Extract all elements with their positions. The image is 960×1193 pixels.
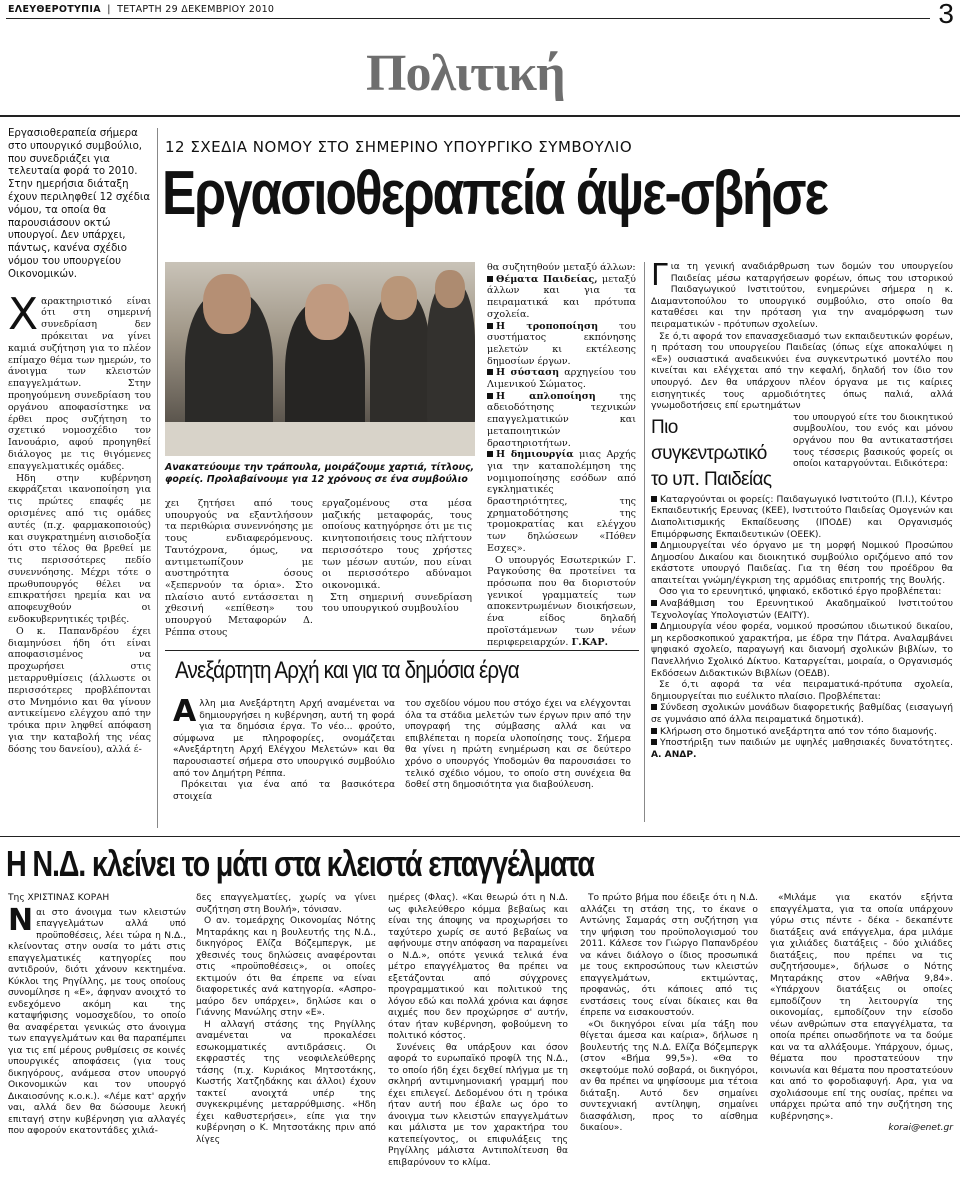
edu-mid2: Σε ό,τι αφορά τα νέα πειραματικά-πρότυπα σχολεία, δημιουργείται πιο ευέλικτο πλαίσιο. Προβλέπεται: bbox=[651, 680, 953, 702]
main-col-2-p1: εργαζομένους στα μέσα μαζικής μεταφοράς, τους οποίους κατηγόρησε ότι με τις κινητοποιήσεις τους πλήττουν περισσότερο τους χρήστες των μέσων αυτών, που είναι οι περισσότερο αδύναμοι οικονομικά. bbox=[322, 498, 472, 591]
edu-p2: Σε ό,τι αφορά τον επανασχεδιασμό των εκπαιδευτικών φορέων, η πρόταση του υπουργείου Παιδείας (όπως είχε αποκαλύψει η «Ε») ουσιαστικά αναδεικνύει ένα συγκεντρωτικό μοντέλο που κινείται και ελέγχεται από την κεφαλή, δηλαδή τον ίδιο τον υπουργό. Δεν θα υπάρχουν πλέον όργανα με τις καίριες εισηγητικές τους αρμοδιότητες όπως παλιά, αλλά γνωμοδοτήσεις επί ερωτημάτων bbox=[651, 331, 953, 412]
edu-p2b: του υπουργού είτε του διοικητικού συμβουλίου, του ενός και μόνου οργάνου που θα αντικαταστήσει τους τέσσερις βασικούς φορείς οι οποίοι καταργούνται. Ειδικότερα: bbox=[793, 412, 953, 470]
col3-item-3-bold: Η σύσταση bbox=[496, 367, 560, 379]
main-kicker: 12 ΣΧΕΔΙΑ ΝΟΜΟΥ ΣΤΟ ΣΗΜΕΡΙΝΟ ΥΠΟΥΡΓΙΚΟ ΣΥΜΒΟΥΛΙΟ bbox=[165, 138, 633, 156]
section-rule bbox=[0, 115, 960, 117]
sidebar-para-1: αρακτηριστικό είναι ότι στη σημερινή συνεδρίαση δεν πρόκειται να γίνει καμιά συζήτηση για το πλέον επίμαχο θέμα των ημερών, το άνοιγμα των κλειστών επαγγελμάτων. Στην προηγούμενη συνεδρίαση του οργάνου αποφασίστηκε να έρθει προς συζήτηση το σχετικό νομοσχέδιο τον Ιανουάριο, αφού προηγηθεί διάλογος με τις θιγόμενες επαγγελματικές ομάδες. bbox=[8, 295, 151, 472]
edu-subhead: Πιο συγκεντρωτικό το υπ. Παιδείας bbox=[651, 416, 772, 490]
education-box bbox=[651, 258, 953, 761]
col3-item-4-bold: Η απλοποίηση bbox=[496, 390, 596, 402]
cabinet-photo bbox=[165, 262, 475, 456]
col3-item-1 bbox=[487, 274, 636, 321]
masthead-line: ΕΛΕΥΘΕΡΟΤΥΠΙΑ | ΤΕΤΑΡΤΗ 29 ΔΕΚΕΜΒΡΙΟΥ 2010 bbox=[8, 4, 275, 15]
nd-col-2-p2: Ο αν. τομεάρχης Οικονομίας Νότης Μηταράκης και η βουλευτής της Ν.Δ., δικηγόρος Ελίζα Βόζεμπεργκ, με χθεσινές τους δηλώσεις αναφέρονται στις «προϋποθέσεις», οι οποίες εκτιμούν ότι θα έπρεπε να είναι διαφορετικές ανά κατηγορία. «Ασπρο-μαύρο δεν υπάρχει», δηλώσε και ο Γιάννης Μανώλης στην «Ε». bbox=[196, 916, 376, 1018]
col3-item-5-bold: Η δημιουργία bbox=[496, 449, 574, 461]
authority-col-1 bbox=[173, 694, 395, 803]
sidebar bbox=[8, 128, 151, 756]
edu-item-7 bbox=[651, 738, 953, 761]
nd-col-5 bbox=[770, 893, 953, 1135]
sidebar-lead: Εργασιοθεραπεία σήμερα στο υπουργικό συμβούλιο, που συνεδριάζει για τελευταία φορά το 2010. Στην ημερήσια διάταξη έχουν περιληφθεί 12 σχέδια νόμου, τα οποία θα παρουσιάσουν οκτώ υπουργοί. Δεν υπάρχει, πάντως, κανένα σχέδιο νόμου του υπουργείου Οικονομικών. bbox=[8, 128, 151, 280]
edu-item-3 bbox=[651, 599, 953, 622]
edu-item-2-text: Δημιουργείται νέο όργανο με τη μορφή Νομικού Προσώπου Δημοσίου Δικαίου και διοικητικό συμβούλιο οριζόμενο από τον εκάστοτε υπουργό Παιδείας. Για τη θέση του προέδρου θα απαιτείται γνώμη/έγκριση της αρμόδιας επιτροπής της Βουλής. bbox=[651, 541, 953, 586]
header-rule bbox=[6, 18, 930, 19]
edu-item-6 bbox=[651, 727, 953, 739]
authority-dropcap: Α bbox=[173, 694, 197, 729]
edu-item-5 bbox=[651, 703, 953, 726]
edu-mid: Οσο για το ερευνητικό, ψηφιακό, εκδοτικό έργο προβλέπεται: bbox=[659, 587, 942, 598]
edu-item-6-text: Κλήρωση στο δημοτικό ανεξάρτητα από τον τόπο διαμονής. bbox=[660, 726, 938, 737]
main-col-2 bbox=[322, 498, 472, 615]
sidebar-dropcap: Χ bbox=[8, 288, 39, 340]
nd-col-3 bbox=[388, 893, 568, 1169]
edu-item-4-text: Δημιουργία νέου φορέα, νομικού προσώπου ιδιωτικού δικαίου, μη κερδοσκοπικού χαρακτήρα, με έδρα την Πάτρα. Αναλαμβάνει ψηφιακό σχολείο, παραγωγή και διανομή σχολικών βιβλίων, το Πανελλήνιο Σχολικό Δίκτυο. Καταργείται, μοιραία, ο Οργανισμός Εκδόσεων Διδακτικών Βιβλίων (ΟΕΔΒ). bbox=[651, 622, 953, 679]
authority-col-1-p2: Πρόκειται για ένα από τα βασικότερα στοιχεία bbox=[173, 780, 395, 802]
sidebar-body bbox=[8, 288, 151, 756]
authority-col-2: του σχεδίου νόμου που στόχο έχει να ελέγχονται όλα τα στάδια μελετών των έργων πριν από την υπογραφή της σύμβασης αλλά και να επιβλέπεται η πορεία υλοποίησης τους. Σήμερα θα γίνει η πρώτη ενημέρωση και σε δεύτερο χρόνο ο υπουργός Υποδομών θα παρουσιάσει το τελικό σχέδιο νόμου, το οποίο στη συνέχεια θα δοθεί στη δημοσιότητα για διαβούλευση. bbox=[405, 699, 631, 791]
col3-item-4 bbox=[487, 391, 636, 450]
nd-col-2 bbox=[196, 893, 376, 1146]
nd-headline: Η Ν.Δ. κλείνει το μάτι στα κλειστά επαγγέλματα bbox=[6, 843, 594, 884]
author-email: korai@enet.gr bbox=[888, 1123, 953, 1133]
edu-item-5-text: Σύνδεση σχολικών μονάδων διαφορετικής βαθμίδας (εισαγωγή σε γυμνάσιο από άλλα πειραματικά δημοτικά). bbox=[651, 703, 953, 725]
col3-item-2 bbox=[487, 321, 636, 368]
col3-item-1-text: μεταξύ άλλων και για τα πειραματικά και πρότυπα σχολεία. bbox=[487, 273, 636, 320]
edu-item-4 bbox=[651, 622, 953, 680]
col3-item-3-text: αρχηγείου του Λιμενικού Σώματος. bbox=[487, 367, 636, 391]
nd-col-5-text: «Μιλάμε για εκατόν εξήντα επαγγέλματα, για τα οποία υπάρχουν γύρω στις πέντε - δέκα - δεκαπέντε διατάξεις ανά επάγγελμα, άρα μιλάμε για χιλιάδες διατάξεις - δύο χιλιάδες διατάξεις, που πρέπει να τις συζητήσουμε», δήλωσε ο Νότης Μηταράκης στον «Αθήνα 9,84». «Υπάρχουν διατάξεις οι οποίες εμποδίζουν τη λειτουργία της οικονομίας, εμποδίζουν την είσοδο νέων ανθρώπων στα επαγγέλματα, τα οποία πρέπει οπωσδήποτε να τα δούμε και να τα αλλάξουμε. Υπάρχουν, όμως, θέματα που προστατεύουν την κοινωνία και θέματα που προστατεύουν και από το φοροδιαφυγή. Αρα, για να σχολιάσουμε επί της ουσίας, πρέπει να υπάρχει πρώτα από την συζήτηση της κυβέρνησης». bbox=[770, 893, 953, 1122]
col3-item-4-text: της αδειοδότησης τεχνικών επαγγελματικών και μεταποιητικών δραστηριοτήτων. bbox=[487, 390, 636, 449]
nd-col-3-p1: ημέρες (Φλας). «Και θεωρώ ότι η Ν.Δ. ως φιλελεύθερο κόμμα βεβαίως και είναι της άποψης να προχωρήσει το ταχύτερο χωρίς σε αυτό βεβαίως να αφήνουμε στην απόφαση να παραμείνει ο Ν.Δ.», οπότε γενικά τελικά ένα μέτρο επαγγέλματος θα πρέπει να εξετάζονται από σύγχρονες προγραμματικού και πολιτικού της λόγου εδώ και πολλά χρόνια και άφησε αιχμές που δεν προχώρησε σ' αυτήν, όταν ήταν κυβέρνηση, φοβούμενη το πολιτικό κόστος. bbox=[388, 893, 568, 1041]
sidebar-divider bbox=[157, 128, 158, 828]
nd-col-4-p2: «Οι δικηγόροι είναι μία τάξη που θίγεται άμεσα και καίρια», δήλωσε η βουλευτής της Ν.Δ. Ελίζα Βόζεμπεργκ (στον «Βήμα 99,5»). «Θα το σκεφτούμε πολύ σοβαρά, οι δικηγόροι, αν θα πρέπει να ψηφίσουμε μια τέτοια διάταξη. Αυτό δεν σημαίνει συντεχνιακή αντίληψη, σημαίνει διασφάλιση, προς το αίσθημα δικαίου». bbox=[580, 1019, 758, 1133]
nd-top-rule bbox=[0, 836, 960, 837]
edu-item-1 bbox=[651, 495, 953, 541]
main-col-2-p2: Στη σημερινή συνεδρίαση του υπουργικού συμβουλίου bbox=[322, 591, 472, 615]
nd-col-3-p2: Συνένεις θα υπάρξουν και όσον αφορά το ευρωπαϊκό προφίλ της Ν.Δ., το οποίο ήδη έχει δεχθεί πλήγμα με τη σκληρή αντιμνημονιακή γραμμή που έχει επιλεγεί. Δεδομένου ότι η τρόικα ήταν αυτή που έβαλε ως όρο το άνοιγμα των κλειστών επαγγελμάτων και μάλιστα με τον χαρακτήρα του κατεπείγοντος, οι επιφυλάξεις της Ρηγίλλης μάλιστα Αντιπολίτευση θα επιβαρύνουν το κλίμα. bbox=[388, 1042, 568, 1168]
nd-col-2-p1: δες επαγγελματίες, χωρίς να γίνει συζήτηση στη Βουλή», τόνισαν. bbox=[196, 893, 376, 915]
main-col-3 bbox=[487, 262, 636, 648]
edu-item-2 bbox=[651, 541, 953, 587]
page-number: 3 bbox=[938, 0, 954, 29]
col3-item-2-text: του συστήματος εκπόνησης μελετών κι εκτέλεσης δημοσίων έργων. bbox=[487, 320, 636, 367]
col3-item-5 bbox=[487, 449, 636, 554]
issue-date: ΤΕΤΑΡΤΗ 29 ΔΕΚΕΜΒΡΙΟΥ 2010 bbox=[117, 4, 275, 15]
nd-col-4-p1: Το πρώτο βήμα που έδειξε ότι η Ν.Δ. αλλάζει τη στάση της, το έκανε ο Αντώνης Σαμαράς στη συζήτηση για την ψήφιση του προϋπολογισμού του 2011. Κάλεσε τον Γιώργο Παπανδρέου να κάνει διάλογο ο ίδιος προσωπικά με τους εκπροσώπους των κλειστών επαγγελμάτων, εκτιμώντας, προφανώς, ότι κάποιες από τις ενστάσεις τους είναι δίκαιες και θα έπρεπε να εισακουστούν. bbox=[580, 893, 758, 1018]
nd-col-4 bbox=[580, 893, 758, 1135]
edu-divider bbox=[644, 262, 645, 822]
edu-dropcap: Γ bbox=[651, 258, 668, 293]
masthead: ΕΛΕΥΘΕΡΟΤΥΠΙΑ bbox=[8, 4, 101, 15]
nd-col-1-text: αι στο άνοιγμα των κλειστών επαγγελμάτων αλλά υπό προϋποθέσεις, λέει τώρα η Ν.Δ., κλείνοντας στην ουσία το μάτι στις επαγγελματικές κατηγορίες που αντιδρούν, διότι χάνουν κεκτημένα. Κύκλοι της Ρηγίλλης, με τους οποίους συνομίλησε η «Ε», άφηναν ανοιχτό το ενδεχόμενο ακόμη και της καταψήφισης νομοσχεδίου, το οποίο θα αναφέρεται γενικώς στο άνοιγμα των επαγγελμάτων και θα παραπέμπει για τις επί μέρους ρυθμίσεις σε κοινές υπουργικές αποφάσεις (για τους δικηγόρους, ανάμεσα στον υπουργό Οικονομικών και τον υπουργό Δικαιοσύνης κ.ο.κ.). «Λέμε κατ' αρχήν ναι, αλλά δεν θα δώσουμε λευκή επιταγή στην κυβέρνηση για αλλαγές που αφορούν εκατοντάδες χιλιά- bbox=[8, 907, 186, 1136]
photo-caption: Ανακατεύουμε την τράπουλα, μοιράζουμε χαρτιά, τίτλους, φορείς. Προλαβαίνουμε για 12 χρόνους σε ένα συμβούλιο bbox=[165, 462, 475, 485]
section-title: Πολιτική bbox=[366, 45, 565, 102]
edu-item-3-text: Αναβάθμιση του Ερευνητικού Ακαδημαϊκού Ινστιτούτου Τεχνολογίας Υπολογιστών (ΕΑΙΤΥ). bbox=[651, 599, 953, 621]
edu-item-1-text: Καταργούνται οι φορείς: Παιδαγωγικό Ινστιτούτο (Π.Ι.), Κέντρο Εκπαιδευτικής Ερευνας (ΚΕΕ), Ινστιτούτο Παιδείας Ομογενών και Διαπολιτισμικής Εκπαίδευσης (ΙΠΟΔΕ) και Οργανισμός Επιμόρφωσης Εκπαιδευτικών (ΟΕΕΚ). bbox=[651, 494, 953, 540]
col3-signature: Γ.ΚΑΡ. bbox=[571, 636, 608, 648]
nd-dropcap: Ν bbox=[8, 902, 34, 938]
sidebar-para-3: Ο κ. Παπανδρέου έχει διαμηνύσει ήδη ότι είναι αποφασισμένος να προχωρήσει στις μεταρρυθμίσεις (άλλωστε οι περισσότερες προβλέπονται στο Μνημόνιο και θα γίνουν αντικείμενο ελέγχου από την τρόικα πριν ληφθεί απόφαση για την καταβολή της νέας δόσης του δανείου), αλλά έ- bbox=[8, 625, 151, 755]
col3-item-1-bold: Θέματα Παιδείας, bbox=[496, 273, 598, 285]
main-headline: Εργασιοθεραπεία άψε-σβήσε bbox=[162, 159, 827, 228]
sidebar-para-2: Ηδη στην κυβέρνηση εκφράζεται ικανοποίηση για τις πρώτες επαφές με ορισμένες από τις ομάδες αυτές (π.χ. φαρμακοποιούς) και συγκρατημένη αισιοδοξία ότι στο τέλος θα βρεθεί με τις περισσότερες πεδίο συνεννόησης. Μέχρι τότε ο πρωθυπουργός θέλει να επικρατήσει ηρεμία και να αποφευχθούν οι ενδοκυβερνητικές τριβές. bbox=[8, 472, 151, 626]
nd-col-2-p3: Η αλλαγή στάσης της Ρηγίλλης αναμένεται να προκαλέσει εσωκομματικές αντιδράσεις. Οι εκφραστές της νεοφιλελεύθερης τάσης (π.χ. Κυριάκος Μητσοτάκης, Κωστής Χατζηδάκης και άλλοι) έχουν τακτεί ανοιχτά υπέρ της συγκεκριμένης μεταρρύθμισης. «Ηδη έχει καθυστερήσει», είπε για την κυβέρνηση ο Κ. Μητσοτάκης πριν από λίγες bbox=[196, 1019, 376, 1145]
col3-end-text: Ο υπουργός Εσωτερικών Γ. Ραγκούσης θα προτείνει τα πρόσωπα που θα διοριστούν γενικοί γραμματείς των αποκεντρωμένων διοικήσεων, ένα είδος δηλαδή προϊστάμενων των νέων περιφερειαρχών. bbox=[487, 554, 636, 648]
authority-box bbox=[165, 650, 639, 828]
edu-signature: Α. ΑΝΔΡ. bbox=[651, 749, 697, 760]
col3-item-2-bold: Η τροποποίηση bbox=[496, 320, 599, 332]
nd-byline: Της ΧΡΙΣΤΙΝΑΣ ΚΟΡΑΗ bbox=[8, 893, 110, 903]
col3-end bbox=[487, 555, 636, 649]
main-col-1: χει ζητήσει από τους υπουργούς να εξαντλήσουν τα περιθώρια συνεννόησης με τους ενδιαφερόμενους. Ταυτόχρονα, όμως, να αντιμετωπίζουν με αυστηρότητα όσους «ξεπερνούν τα όρια». Στο πλαίσιο αυτό εντάσσεται η χθεσινή «επίθεση» του υπουργού Μεταφορών Δ. Ρέππα στους bbox=[165, 498, 313, 638]
col3-item-3 bbox=[487, 367, 636, 390]
col3-item-5-text: μιας Αρχής για την καταπολέμηση της νομιμοποίησης εσόδων από εγκληματικές δραστηριότητες, της χρηματοδότησης της τρομοκρατίας και ελέγχου των δηλώσεων «Πόθεν Εσχες». bbox=[487, 449, 636, 554]
nd-col-1 bbox=[8, 893, 186, 1138]
edu-intro: ια τη γενική αναδιάρθρωση των δομών του υπουργείου Παιδείας μέσω καταργήσεων φορέων, όπως του ιστορικού Παιδαγωγικού Ινστιτούτου, ενημερώνει σήμερα η κ. Διαμαντοπούλου το υπουργικό συμβούλιο, στο οποίο θα καταθέσει και την πρόταση για την αναμόρφωση των πειραματικών - πρότυπων σχολείων. bbox=[651, 262, 953, 330]
authority-headline: Ανεξάρτητη Αρχή και για τα δημόσια έργα bbox=[175, 657, 519, 684]
col3-intro: θα συζητηθούν μεταξύ άλλων: bbox=[487, 262, 636, 273]
edu-item-7-text: Υποστήριξη των παιδιών με υψηλές μαθησιακές δυνατότητες. bbox=[660, 738, 953, 749]
authority-col-1-p1: λλη μια Ανεξάρτητη Αρχή αναμένεται να δημιουργήσει η κυβέρνηση, αυτή τη φορά για τα δημόσια έργα. Το νέο... φρούτο, σύμφωνα με πληροφορίες, ονομάζεται «Ανεξάρτητη Αρχή Ελέγχου Μελετών» και θα παρουσιαστεί σήμερα στο υπουργικό συμβούλιο από τον Δημήτρη Ρέππα. bbox=[173, 699, 395, 779]
